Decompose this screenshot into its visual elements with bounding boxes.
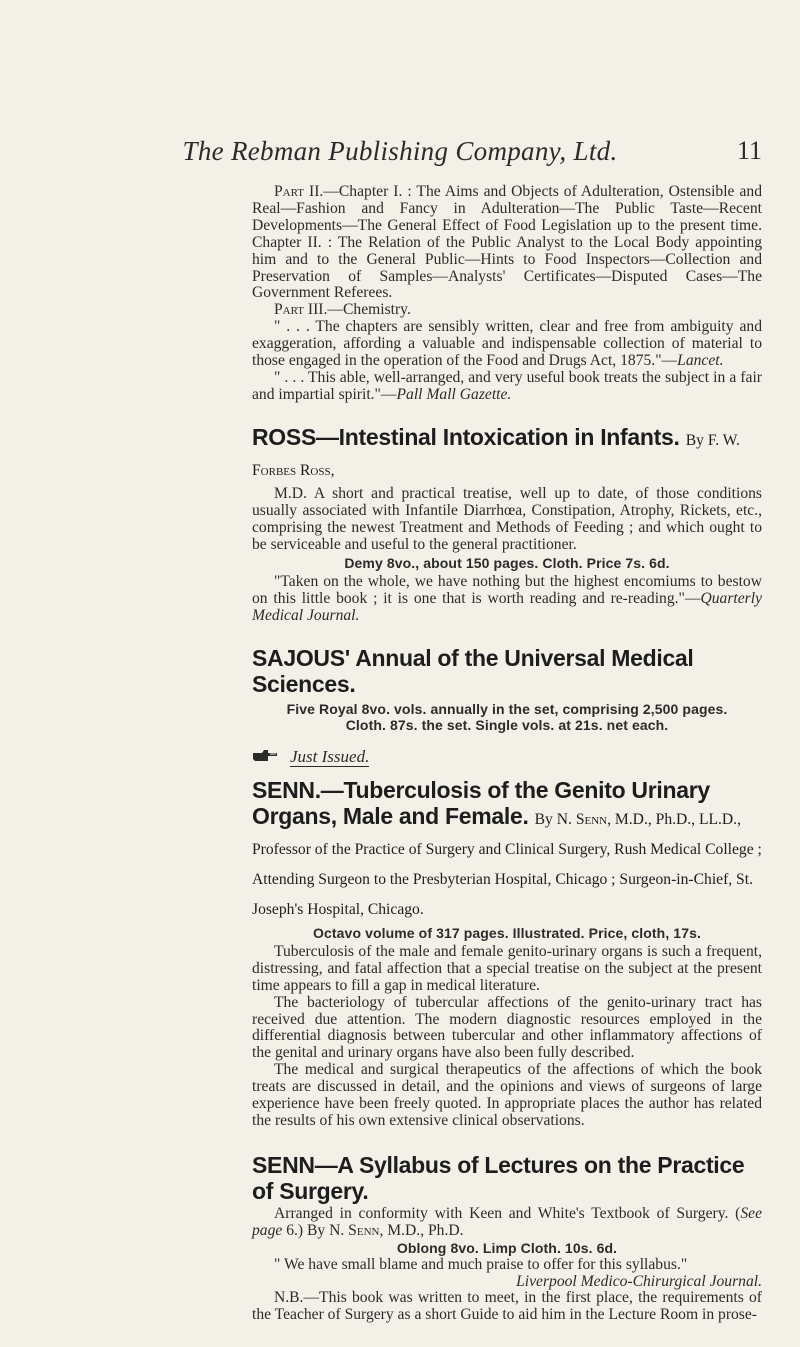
page-number: 11 (736, 136, 762, 165)
page-header (0, 136, 800, 170)
review-lancet: " . . . The chapters are sensibly written, clear and free from ambiguity and exaggeration, affording a valuable and indispensable collection of material to those engaged in the operation of the Food and Drugs Act, 1875."—Lancet. (252, 318, 762, 370)
review-pall-mall: " . . . This able, well-arranged, and very useful book treats the subject in a fair and impartial spirit."—Pall Mall Gazette. (252, 368, 762, 403)
sajous-entry-body (252, 701, 762, 733)
senn-syllabus-body (252, 1206, 762, 1324)
part-two-paragraph: Part II.—Chapter I. : The Aims and Objects of Adulteration, Ostensible and Real—Fashion and Fancy in Adulteration—The Public Taste—Recent Developments—The General Effect of Food Legislation up to the present time. Chapter II. : The Relation of the Public Analyst to the Local Body appointing him and to the General Public—Hints to Food Inspectors—Collection and Preservation of Samples—Analysts' Certificates—Disputed Cases—The Government Referees. (252, 183, 762, 302)
senn-syllabus-price: Oblong 8vo. Limp Cloth. 10s. 6d. (396, 1239, 618, 1256)
senn-tuberculosis-body (252, 925, 762, 1130)
ross-description: M.D. A short and practical treatise, well up to date, of those conditions usually associated with Infantile Diarrhœa, Constipation, Atrophy, Rickets, etc., comprising the newest Treatment and Methods of Feeding ; and which ought to be serviceable and useful to the general practitioner. (252, 484, 762, 553)
senn-tuberculosis-paragraph-2: The bacteriology of tubercular affections of the genito-urinary tract has received due attention. The modern diagnostic resources employed in the differential diagnosis between tubercular and other inflammatory affections of the genital and urinary organs have also been fully described. (252, 993, 762, 1062)
senn-syllabus-review: " We have small blame and much praise to offer for this syllabus." (274, 1255, 688, 1273)
part-three-paragraph: Part III.—Chemistry. (274, 301, 411, 319)
senn-syllabus-description: Arranged in conformity with Keen and White's Textbook of Surgery. (See page 6.) By N. Senn, M.D., Ph.D. (252, 1204, 762, 1239)
ross-price: Demy 8vo., about 150 pages. Cloth. Price 7s. 6d. (344, 555, 670, 572)
running-title: The Rebman Publishing Company, Ltd. (182, 136, 618, 166)
senn-tuberculosis-price: Octavo volume of 317 pages. Illustrated. Price, cloth, 17s. (313, 925, 701, 942)
senn-tuberculosis-paragraph-1: Tuberculosis of the male and female genito-urinary organs is such a frequent, distressing, and fatal affection that a special treatise on the subject at the present time appears to fill a gap in medical literature. (252, 942, 762, 994)
ross-review: "Taken on the whole, we have nothing but the highest encomiums to bestow on this little book ; it is one that is worth reading and re-reading."—Quarterly Medical Journal. (252, 573, 762, 625)
just-issued-notice (252, 747, 369, 771)
sajous-price-line-2: Cloth. 87s. the set. Single vols. at 21s. net each. (345, 717, 669, 734)
ross-entry-body (252, 486, 762, 625)
ross-entry-heading: ROSS—Intestinal Intoxication in Infants. By F. W. Forbes Ross, (252, 423, 740, 479)
senn-tuberculosis-heading: SENN.—Tuberculosis of the Genito Urinary Organs, Male and Female. By N. Senn, M.D., Ph.D., LL.D., Professor of the Practice of Surgery and Clinical Surgery, Rush Medical College ; Attending Surgeon to the Presbyterian Hospital, Chicago ; Surgeon-in-Chief, St. Joseph's Hospital, Chicago. (252, 777, 762, 919)
sajous-price-line-1: Five Royal 8vo. vols. annually in the set, comprising 2,500 pages. (286, 701, 728, 718)
sajous-entry-heading: SAJOUS' Annual of the Universal Medical Sciences. (252, 645, 694, 698)
senn-tuberculosis-paragraph-3: The medical and surgical therapeutics of the affections of which the book treats are discussed in detail, and the opinions and views of surgeons of large experience have been freely quoted. In appropriate places the author has related the results of his own extensive clinical observations. (252, 1061, 762, 1129)
senn-syllabus-heading: SENN—A Syllabus of Lectures on the Practice of Surgery. (252, 1151, 745, 1204)
adulteration-contents (252, 184, 762, 404)
pointing-hand-icon (252, 749, 278, 768)
just-issued-label: Just Issued. (290, 747, 370, 767)
senn-syllabus-review-source: Liverpool Medico-Chirurgical Journal. (516, 1272, 762, 1290)
senn-syllabus-note: N.B.—This book was written to meet, in the first place, the requirements of the Teacher of Surgery as a short Guide to aid him in the Lecture Room in prose- (252, 1289, 762, 1324)
